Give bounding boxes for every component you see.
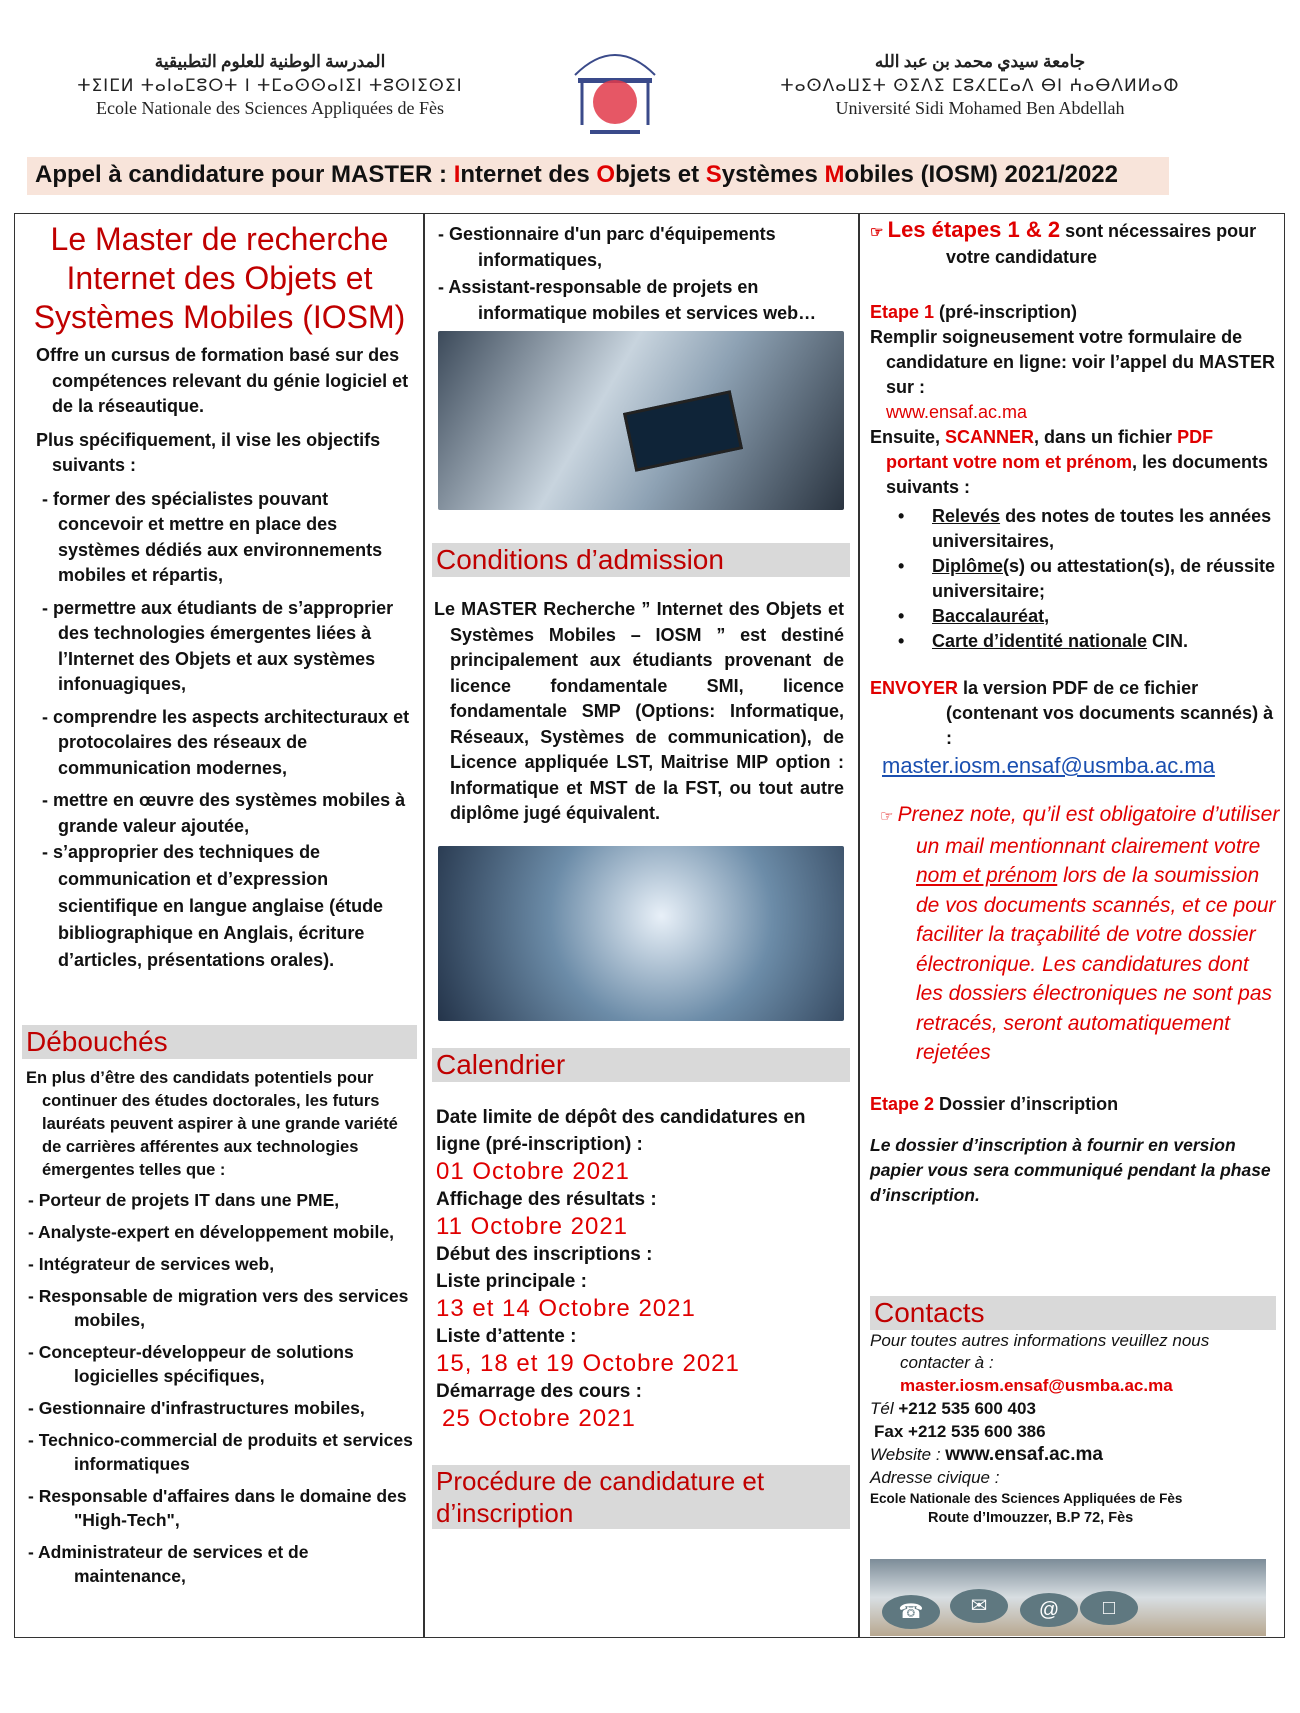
contacts-section — [870, 1296, 1276, 1528]
address-line: Route d’Imouzzer, B.P 72, Fès — [928, 1510, 1134, 1526]
ensaf-tifinagh: ⵜⵉⵏⵎⵍ ⵜⴰⵏⴰⵎⵓⵔⵜ ⵏ ⵜⵎⴰⵙⵙⴰⵏⵉⵏ ⵜⵓⵙⵏⵉⵙⵉⵏ — [77, 76, 463, 96]
column-steps — [870, 217, 1280, 1208]
remplir-text: Remplir soigneusement votre formulaire de candidature en ligne: voir l’appel du MASTER sur : — [870, 327, 1276, 397]
contact-icons-image — [870, 1559, 1266, 1636]
contacts-heading: Contacts — [870, 1296, 1276, 1330]
objective-item: - former des spécialistes pouvant concevoir et mettre en place des systèmes dédiés aux environnements mobiles et répartis, — [42, 488, 383, 585]
usmba-header — [760, 52, 1200, 119]
debouches-intro: En plus d’être des candidats potentiels pour continuer des études doctorales, les futurs lauréats peuvent aspirer à une grande variété de carrières afférentes aux technologies émergentes telles que : — [26, 1069, 398, 1179]
title-part: bjets et — [615, 161, 706, 188]
calendar-label: Début des inscriptions : — [436, 1244, 653, 1265]
procedure-section — [432, 1465, 850, 1529]
job-item: - Intégrateur de services web, — [28, 1254, 275, 1274]
job-item: - Porteur de projets IT dans une PME, — [28, 1190, 340, 1210]
page-title — [27, 157, 1169, 195]
job-item: - Assistant-responsable de projets en informatique mobiles et services web… — [438, 277, 817, 323]
program-intro2: Plus spécifiquement, il vise les objectifs suivants : — [36, 429, 381, 475]
job-item: - Administrateur de services et de maintenance, — [28, 1542, 309, 1586]
tel-line — [870, 1397, 1276, 1420]
objective-item: - s’approprier des techniques de communication et d’expression scientifique en langue anglaise (étude bibliographique en Anglais, écriture d’articles, présentations orales). — [42, 842, 384, 970]
job-item: - Gestionnaire d'infrastructures mobiles, — [28, 1398, 365, 1418]
tel-label: Tél — [870, 1399, 899, 1418]
document-detail: (s) ou attestation(s), de réussite universitaire; — [932, 556, 1276, 601]
ensaf-header — [30, 52, 510, 119]
document-item — [870, 604, 1280, 629]
etape2-sub: Dossier d’inscription — [934, 1093, 1119, 1114]
fax-line — [870, 1420, 1276, 1443]
job-item: - Technico-commercial de produits et services informatiques — [28, 1430, 413, 1474]
column-divider — [423, 213, 425, 1638]
email-link[interactable]: master.iosm.ensaf@usmba.ac.ma — [882, 753, 1215, 778]
program-title-line: Internet des Objets et — [66, 260, 373, 296]
text: nom et prénom — [916, 864, 1058, 887]
envoyer-text — [870, 676, 1280, 751]
job-item: - Concepteur-développeur de solutions logicielles spécifiques, — [28, 1342, 354, 1386]
conditions-section — [432, 543, 850, 827]
document-detail: CIN. — [1147, 631, 1189, 651]
calendar-list — [432, 1104, 850, 1433]
document-item — [870, 504, 1280, 554]
title-letter: I — [453, 161, 461, 188]
text: , dans un fichier — [1034, 427, 1178, 447]
usmba-arabic: جامعة سيدي محمد بن عبد الله — [874, 52, 1086, 71]
website-link[interactable]: www.ensaf.ac.ma — [945, 1444, 1103, 1465]
etape1-heading — [870, 300, 1280, 325]
pdf-emphasis: PDF portant votre nom et prénom — [886, 427, 1214, 472]
objective-item: - mettre en œuvre des systèmes mobiles à grande valeur ajoutée, — [42, 790, 406, 836]
etape1-sub: (pré-inscription) — [934, 302, 1078, 322]
calendar-date: 25 Octobre 2021 — [442, 1405, 636, 1432]
title-part: ystèmes — [721, 161, 825, 188]
document-detail: des notes de toutes les années universitaires, — [932, 506, 1272, 551]
fax-label: Fax — [874, 1422, 909, 1441]
document-item — [870, 554, 1280, 604]
usmba-tifinagh: ⵜⴰⵙⴷⴰⵡⵉⵜ ⵙⵉⴷⵉ ⵎⵓⵃⵎⵎⴰⴷ ⴱⵏ ⵄⴰⴱⴷⵍⵍⴰⵀ — [780, 76, 1180, 96]
document-name: Baccalauréat — [932, 606, 1045, 626]
text: , les documents suivants : — [886, 452, 1269, 497]
program-title — [22, 220, 417, 337]
fax-value: +212 535 600 386 — [908, 1422, 1046, 1441]
column-divider — [858, 213, 860, 1638]
pointing-hand-icon: ☞ — [870, 224, 888, 241]
etape2-label: Etape 2 — [870, 1093, 935, 1114]
tablet-factory-image — [438, 331, 844, 510]
tel-value: +212 535 600 403 — [898, 1399, 1036, 1418]
document-item — [870, 629, 1280, 654]
calendar-label: Affichage des résultats : — [436, 1189, 657, 1210]
column-admission — [432, 222, 850, 326]
fax-icon: □ — [1080, 1591, 1138, 1625]
dossier-text: Le dossier d’inscription à fournir en version papier vous sera communiqué pendant la phase d’inscription. — [870, 1134, 1271, 1205]
address-line: Ecole Nationale des Sciences Appliquées de Fès — [870, 1491, 1183, 1506]
iot-laptop-image — [438, 846, 844, 1021]
text: lors de la soumission de vos documents scannés, et ce pour faciliter la traçabilité de votre dossier électronique. Les candidatures dont les dossiers électroniques ne sont pas retracés, seront automatiquement rejetées — [916, 864, 1276, 1064]
usmba-french: Université Sidi Mohamed Ben Abdellah — [835, 98, 1125, 118]
contact-intro: Pour toutes autres informations veuillez nous contacter à : — [870, 1331, 1210, 1372]
ensaf-arabic: المدرسة الوطنية للعلوم التطبيقية — [154, 52, 386, 71]
calendar-label: Liste principale : — [436, 1271, 587, 1292]
document-name: Diplôme — [932, 556, 1004, 576]
pointing-hand-icon: ☞ — [880, 808, 898, 825]
etape1-label: Etape 1 — [870, 302, 935, 322]
program-title-line: Le Master de recherche — [50, 221, 389, 257]
ensaf-french: Ecole Nationale des Sciences Appliquées de Fès — [96, 98, 444, 118]
website-label: Website : — [870, 1445, 946, 1464]
text: Prenez note, qu’il est obligatoire d’utiliser un mail mentionnant clairement votre — [897, 803, 1280, 858]
calendar-date: 13 et 14 Octobre 2021 — [436, 1295, 696, 1322]
conditions-heading: Conditions d’admission — [432, 543, 850, 577]
phone-icon: ☎ — [882, 1595, 940, 1629]
at-icon: @ — [1020, 1593, 1078, 1627]
steps-rest: sont nécessaires pour votre candidature — [946, 221, 1257, 267]
title-letter: O — [596, 161, 616, 188]
objective-item: - comprendre les aspects architecturaux et protocolaires des réseaux de communication modernes, — [42, 706, 410, 778]
university-seal-icon — [560, 40, 670, 140]
scanner-text — [870, 425, 1280, 500]
calendar-date: 15, 18 et 19 Octobre 2021 — [436, 1350, 740, 1377]
steps-emphasis: Les étapes 1 & 2 — [887, 217, 1061, 242]
steps-intro — [870, 217, 1280, 270]
procedure-heading: Procédure de candidature et d’inscription — [432, 1465, 850, 1529]
calendar-heading: Calendrier — [432, 1048, 850, 1082]
column-program — [22, 220, 417, 974]
objectives-list — [22, 487, 417, 975]
document-detail: , — [1044, 606, 1050, 626]
envoyer-emphasis: ENVOYER — [870, 678, 959, 698]
title-letter: M — [824, 161, 845, 188]
website-line — [870, 1443, 1276, 1466]
job-item: - Responsable d'affaires dans le domaine des "High-Tech", — [28, 1486, 407, 1530]
calendar-label: Date limite de dépôt des candidatures en ligne (pré-inscription) : — [436, 1107, 806, 1155]
document-name: Carte d’identité nationale — [932, 631, 1148, 651]
debouches-heading: Débouchés — [22, 1025, 417, 1059]
title-letter: S — [705, 161, 722, 188]
program-title-line: Systèmes Mobiles (IOSM) — [33, 299, 406, 335]
etape2-heading — [870, 1092, 1280, 1117]
documents-list — [870, 504, 1280, 654]
text: Ensuite, — [870, 427, 946, 447]
tablet-icon — [623, 390, 743, 472]
address-label: Adresse civique : — [870, 1468, 1000, 1487]
site-link[interactable]: www.ensaf.ac.ma — [886, 402, 1028, 422]
mail-icon: ✉ — [950, 1589, 1008, 1623]
title-part: obiles (IOSM) 2021/2022 — [844, 161, 1119, 188]
debouches-section — [22, 1025, 417, 1588]
contact-email-link[interactable]: master.iosm.ensaf@usmba.ac.ma — [900, 1376, 1173, 1395]
objective-item: - permettre aux étudiants de s’approprier des technologies émergentes liées à l’Internet des Objets et aux systèmes infonuagiques, — [42, 597, 394, 694]
job-item: - Analyste-expert en développement mobile, — [28, 1222, 394, 1242]
calendar-date: 11 Octobre 2021 — [436, 1213, 629, 1240]
jobs-list — [22, 1188, 417, 1588]
conditions-text: Le MASTER Recherche ” Internet des Objets et Systèmes Mobiles – IOSM ” est destiné principalement aux étudiants provenant de licence fondamentale SMI, licence fondamentale SMP (Options: Informatique, Réseaux, Systèmes de communication), de Licence appliquée LST, Maitrise MIP option : Informatique et MST de la FST, ou tout autre diplôme jugé équivalent. — [434, 599, 844, 823]
calendar-label: Liste d’attente : — [436, 1326, 577, 1347]
note-text — [870, 800, 1280, 1068]
text: la version PDF de ce fichier (contenant vos documents scannés) à : — [946, 678, 1274, 748]
job-item: - Gestionnaire d'un parc d'équipements informatiques, — [438, 224, 776, 270]
scanner-emphasis: SCANNER — [945, 427, 1035, 447]
calendar-date: 01 Octobre 2021 — [436, 1158, 630, 1185]
program-intro: Offre un cursus de formation basé sur des compétences relevant du génie logiciel et de la réseautique. — [36, 345, 409, 416]
job-item: - Responsable de migration vers des services mobiles, — [28, 1286, 409, 1330]
title-part: nternet des — [460, 161, 597, 188]
document-name: Relevés — [932, 506, 1001, 526]
calendar-label: Démarrage des cours : — [436, 1381, 642, 1402]
title-part: Appel à candidature pour MASTER : — [35, 161, 454, 188]
calendar-section — [432, 1048, 850, 1433]
